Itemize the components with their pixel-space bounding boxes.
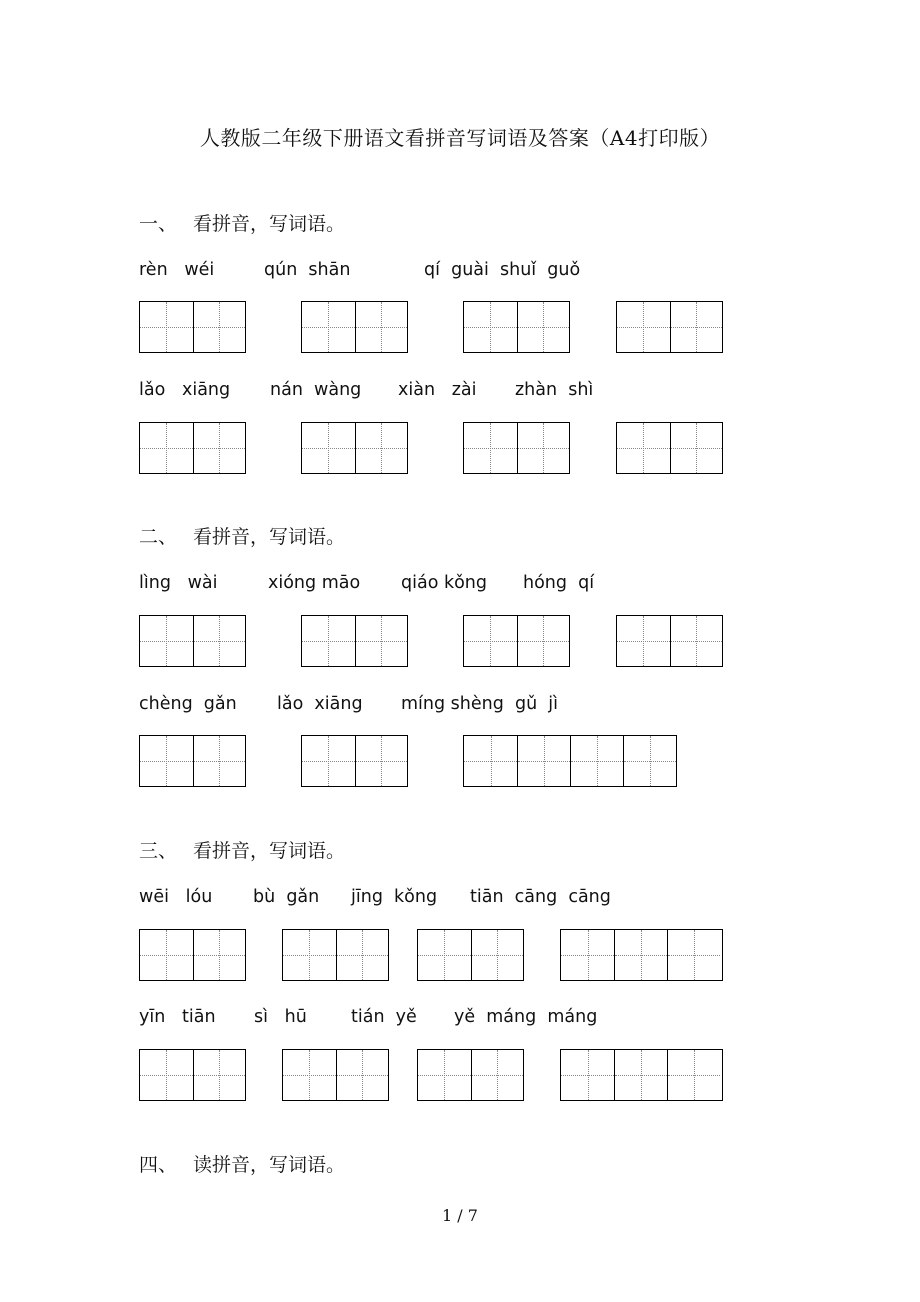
- pinyin-word: rèn wéi: [139, 260, 215, 280]
- writing-grid-2[interactable]: [139, 422, 246, 474]
- writing-grid-2[interactable]: [301, 615, 408, 667]
- writing-cell[interactable]: [193, 736, 246, 786]
- writing-grid-2[interactable]: [616, 422, 723, 474]
- writing-grid-2[interactable]: [463, 615, 570, 667]
- writing-grid-2[interactable]: [301, 301, 408, 353]
- writing-cell[interactable]: [302, 616, 355, 666]
- section-instruction: 看拼音，写词语。: [193, 526, 346, 548]
- writing-cell[interactable]: [193, 423, 246, 473]
- writing-cell[interactable]: [355, 302, 408, 352]
- writing-cell[interactable]: [464, 423, 517, 473]
- pinyin-word: nán wàng: [270, 380, 362, 400]
- pinyin-word: qiáo kǒng: [401, 573, 488, 593]
- writing-cell[interactable]: [517, 423, 570, 473]
- writing-grid-2[interactable]: [463, 301, 570, 353]
- writing-cell[interactable]: [283, 1050, 336, 1100]
- writing-cell[interactable]: [193, 302, 246, 352]
- writing-cell[interactable]: [355, 616, 408, 666]
- writing-cell[interactable]: [418, 1050, 471, 1100]
- section-number: 四、: [139, 1154, 178, 1176]
- writing-cell[interactable]: [193, 930, 246, 980]
- writing-cell[interactable]: [355, 423, 408, 473]
- pinyin-word: tián yě: [351, 1007, 417, 1027]
- writing-cell[interactable]: [140, 616, 193, 666]
- writing-grid-4[interactable]: [463, 735, 677, 787]
- writing-grid-2[interactable]: [616, 301, 723, 353]
- writing-cell[interactable]: [670, 302, 723, 352]
- writing-cell[interactable]: [302, 302, 355, 352]
- writing-grid-2[interactable]: [282, 1049, 389, 1101]
- writing-cell[interactable]: [140, 736, 193, 786]
- pinyin-word: chèng gǎn: [139, 694, 237, 714]
- writing-cell[interactable]: [471, 930, 524, 980]
- pinyin-word: xióng māo: [268, 573, 361, 593]
- pinyin-word: míng shèng gǔ jì: [401, 694, 559, 714]
- writing-cell[interactable]: [517, 736, 570, 786]
- writing-grid-2[interactable]: [139, 1049, 246, 1101]
- writing-cell[interactable]: [418, 930, 471, 980]
- section-heading-1: [139, 209, 345, 236]
- writing-cell[interactable]: [617, 616, 670, 666]
- writing-cell[interactable]: [302, 423, 355, 473]
- page-number: 1 / 7: [442, 1206, 478, 1225]
- writing-grid-2[interactable]: [301, 735, 408, 787]
- writing-grid-2[interactable]: [139, 735, 246, 787]
- section-heading-4: [139, 1150, 345, 1177]
- writing-cell[interactable]: [193, 1050, 246, 1100]
- pinyin-word: zhàn shì: [515, 380, 594, 400]
- section-instruction: 读拼音，写词语。: [193, 1154, 346, 1176]
- pinyin-word: hóng qí: [523, 573, 595, 593]
- writing-grid-2[interactable]: [463, 422, 570, 474]
- section-instruction: 看拼音，写词语。: [193, 840, 346, 862]
- writing-cell[interactable]: [336, 1050, 389, 1100]
- pinyin-word: wēi lóu: [139, 887, 213, 907]
- pinyin-word: yě máng máng: [454, 1007, 598, 1027]
- writing-cell[interactable]: [464, 302, 517, 352]
- writing-cell[interactable]: [670, 616, 723, 666]
- pinyin-word: lǎo xiāng: [277, 694, 363, 714]
- pinyin-word: shuǐ guǒ: [500, 260, 581, 280]
- writing-cell[interactable]: [561, 1050, 614, 1100]
- writing-cell[interactable]: [623, 736, 676, 786]
- page-title: 人教版二年级下册语文看拼音写词语及答案（A4打印版）: [199, 126, 721, 150]
- pinyin-word: yīn tiān: [139, 1007, 216, 1027]
- writing-cell[interactable]: [617, 302, 670, 352]
- pinyin-word: qún shān: [264, 260, 351, 280]
- writing-cell[interactable]: [193, 616, 246, 666]
- writing-cell[interactable]: [667, 1050, 720, 1100]
- pinyin-word: sì hū: [254, 1007, 307, 1027]
- writing-grid-3[interactable]: [560, 1049, 723, 1101]
- pinyin-word: bù gǎn: [253, 887, 320, 907]
- section-number: 三、: [139, 840, 178, 862]
- writing-cell[interactable]: [140, 423, 193, 473]
- writing-cell[interactable]: [614, 1050, 667, 1100]
- writing-grid-2[interactable]: [139, 929, 246, 981]
- writing-cell[interactable]: [614, 930, 667, 980]
- writing-grid-2[interactable]: [417, 1049, 524, 1101]
- writing-cell[interactable]: [570, 736, 623, 786]
- writing-cell[interactable]: [464, 616, 517, 666]
- writing-grid-2[interactable]: [417, 929, 524, 981]
- section-number: 二、: [139, 526, 178, 548]
- writing-cell[interactable]: [517, 302, 570, 352]
- section-number: 一、: [139, 213, 178, 235]
- section-heading-2: [139, 522, 345, 549]
- writing-cell[interactable]: [471, 1050, 524, 1100]
- writing-cell[interactable]: [667, 930, 720, 980]
- writing-cell[interactable]: [140, 1050, 193, 1100]
- writing-cell[interactable]: [140, 302, 193, 352]
- writing-grid-2[interactable]: [139, 301, 246, 353]
- pinyin-word: qí guài: [424, 260, 489, 280]
- writing-cell[interactable]: [670, 423, 723, 473]
- writing-grid-2[interactable]: [616, 615, 723, 667]
- pinyin-word: lìng wài: [139, 573, 218, 593]
- writing-cell[interactable]: [140, 930, 193, 980]
- pinyin-word: tiān cāng cāng: [470, 887, 611, 907]
- section-instruction: 看拼音，写词语。: [193, 213, 346, 235]
- writing-cell[interactable]: [561, 930, 614, 980]
- writing-cell[interactable]: [336, 930, 389, 980]
- section-heading-3: [139, 836, 345, 863]
- pinyin-word: lǎo xiāng: [139, 380, 231, 400]
- writing-grid-3[interactable]: [560, 929, 723, 981]
- writing-cell[interactable]: [355, 736, 408, 786]
- writing-cell[interactable]: [464, 736, 517, 786]
- writing-cell[interactable]: [302, 736, 355, 786]
- writing-grid-2[interactable]: [139, 615, 246, 667]
- writing-grid-2[interactable]: [301, 422, 408, 474]
- pinyin-word: xiàn zài: [398, 380, 477, 400]
- pinyin-word: jīng kǒng: [351, 887, 438, 907]
- writing-cell[interactable]: [617, 423, 670, 473]
- writing-cell[interactable]: [517, 616, 570, 666]
- writing-grid-2[interactable]: [282, 929, 389, 981]
- writing-cell[interactable]: [283, 930, 336, 980]
